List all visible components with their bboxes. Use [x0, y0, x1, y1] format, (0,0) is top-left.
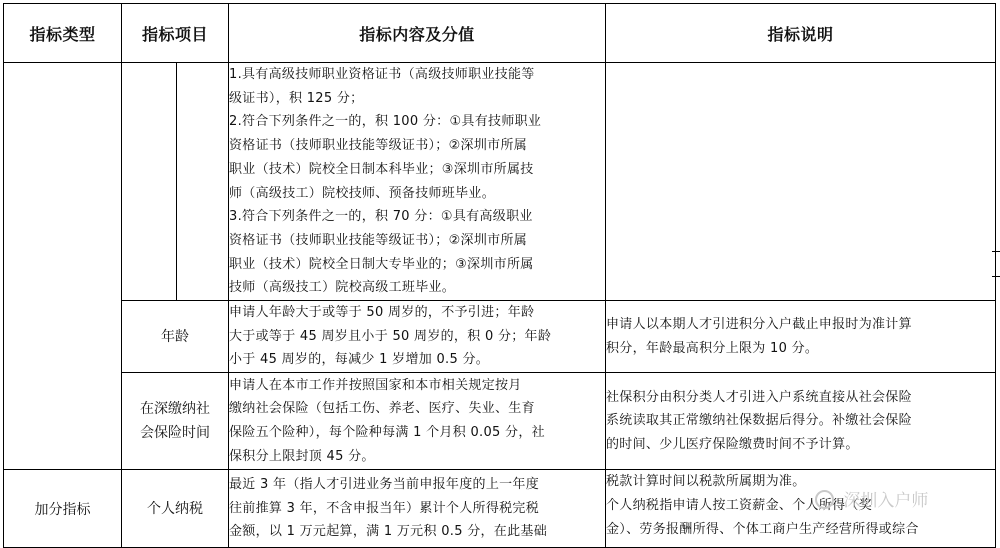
watermark-text: 深圳入户师 [843, 491, 929, 511]
table-row-age [4, 301, 996, 373]
table-row-social-insurance [4, 373, 996, 470]
wechat-icon [815, 490, 834, 509]
desc-line: 申请人以本期人才引进积分入户截止申报时为准计算 [606, 316, 912, 332]
edge-tick-mark [992, 276, 1000, 277]
points-table [3, 3, 996, 548]
content-line: 技师（高级技工）院校高级工班毕业。 [229, 280, 456, 296]
content-line: 资格证书（技师职业技能等级证书）；②深圳市所属 [229, 138, 528, 154]
desc-line: 积分，年龄最高积分上限为 10 分。 [606, 340, 819, 356]
content-cell-social-insurance [229, 373, 606, 470]
desc-line: 的时间、少儿医疗保险缴费时间不予计算。 [606, 436, 859, 452]
item-cell-social-insurance [122, 373, 229, 470]
desc-cell-age [606, 301, 996, 373]
watermark [815, 486, 928, 511]
content-line: 3.符合下列条件之一的，积 70 分：①具有高级职业 [229, 209, 533, 225]
content-line: 师（高级技工）院校技师、预备技师班毕业。 [229, 185, 496, 201]
item-cell-tax: 个人纳税 [122, 470, 229, 548]
content-cell-skill [229, 63, 606, 301]
content-line: 申请人在本市工作并按照国家和本市相关规定按月 [229, 377, 522, 393]
content-line: 最近 3 年（指人才引进业务当前申报年度的上一年度 [229, 477, 540, 493]
desc-cell-skill [606, 63, 996, 301]
item-line: 会保险时间 [140, 425, 210, 442]
table-row-skill [4, 63, 996, 301]
content-line: 2.符合下列条件之一的，积 100 分：①具有技师职业 [229, 114, 542, 130]
content-line: 职业（技术）院校全日制大专毕业的；③深圳市所属 [229, 256, 534, 272]
content-line: 往前推算 3 年，不含申报当年）累计个人所得税完税 [229, 500, 540, 516]
content-line: 级证书），积 125 分； [229, 90, 364, 106]
content-line: 金额，以 1 万元起算，满 1 万元积 0.5 分，在此基础 [229, 524, 548, 540]
header-item: 指标项目 [122, 4, 229, 63]
header-row [4, 4, 996, 63]
header-type: 指标类型 [4, 4, 122, 63]
content-cell-age [229, 301, 606, 373]
desc-cell-social-insurance [606, 373, 996, 470]
desc-cell-tax [606, 470, 996, 548]
desc-line: 系统读取其正常缴纳社保数据后得分。补缴社会保险 [606, 413, 912, 429]
type-cell-empty [4, 63, 122, 470]
desc-line: 金）、劳务报酬所得、个体工商户生产经营所得或综合 [606, 521, 919, 537]
item-cell-age: 年龄 [122, 301, 229, 373]
desc-line: 社保积分由积分类人才引进入户系统直接从社会保险 [606, 389, 912, 405]
content-line: 资格证书（技师职业技能等级证书）；②深圳市所属 [229, 232, 528, 248]
content-line: 保积分上限封顶 45 分。 [229, 448, 375, 464]
content-line: 申请人年龄大于或等于 50 周岁的，不予引进；年龄 [229, 305, 535, 321]
content-line: 缴纳社会保险（包括工伤、养老、医疗、失业、生育 [229, 401, 535, 417]
content-line: 职业（技术）院校全日制本科毕业；③深圳市所属技 [229, 161, 534, 177]
desc-line: 税款计算时间以税款所属期为准。 [606, 474, 806, 490]
content-line: 大于或等于 45 周岁且小于 50 周岁的，积 0 分；年龄 [229, 328, 552, 344]
content-line: 1.具有高级技师职业资格证书（高级技师职业技能等 [229, 67, 535, 82]
item-line: 在深缴纳社 [140, 401, 210, 418]
header-content: 指标内容及分值 [229, 4, 606, 63]
content-line: 小于 45 周岁的，每减少 1 岁增加 0.5 分。 [229, 352, 490, 368]
header-desc: 指标说明 [606, 4, 996, 63]
content-line: 保险五个险种），每个险种每满 1 个月积 0.05 分，社 [229, 425, 545, 441]
desc-line: 个人纳税指申请人按工资薪金、个人所得（奖 [606, 497, 873, 513]
item-cell-empty-right [177, 63, 229, 301]
item-cell-empty-left [122, 63, 177, 301]
edge-tick-mark [992, 251, 1000, 252]
type-cell-bonus: 加分指标 [4, 470, 122, 548]
content-cell-tax [229, 470, 606, 548]
